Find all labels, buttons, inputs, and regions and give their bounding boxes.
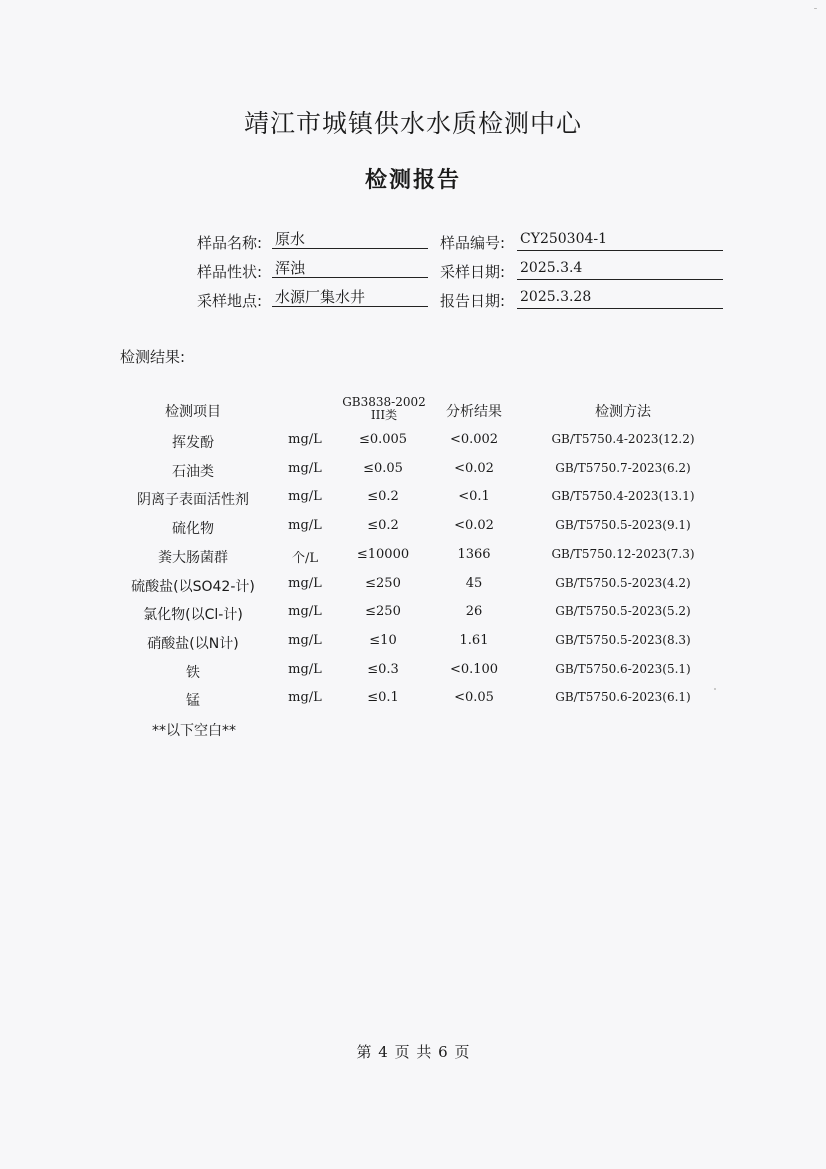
column-header-item: 检测项目 (165, 404, 221, 420)
row-item: 氯化物(以Cl-计) (143, 607, 243, 624)
column-header-standard (338, 396, 430, 422)
table-row (0, 690, 826, 718)
column-header-result: 分析结果 (446, 404, 502, 420)
table-row (0, 662, 826, 690)
row-method: GB/T5750.4-2023(13.1) (551, 489, 695, 504)
row-unit: mg/L (288, 632, 322, 648)
report-date-label: 报告日期: (439, 292, 505, 310)
row-item: 阴离子表面活性剂 (137, 492, 249, 509)
column-header-standard-code: GB3838-2002 (342, 395, 426, 409)
row-method: GB/T5750.5-2023(4.2) (555, 575, 691, 590)
row-limit: ≤0.005 (358, 432, 408, 447)
row-method: GB/T5750.6-2023(5.1) (555, 661, 691, 676)
row-unit: mg/L (288, 690, 322, 706)
row-result: <0.100 (449, 661, 499, 677)
row-method: GB/T5750.6-2023(6.1) (555, 690, 691, 705)
organization-name: 靖江市城镇供水水质检测中心 (243, 109, 582, 138)
sampling-site-value: 水源厂集水井 (272, 286, 428, 307)
row-method: GB/T5750.7-2023(6.2) (555, 460, 691, 475)
report-title: 检测报告 (364, 168, 461, 193)
row-unit: mg/L (288, 489, 322, 505)
row-limit: ≤0.05 (363, 460, 403, 476)
row-limit: ≤0.2 (367, 489, 399, 505)
row-method: GB/T5750.5-2023(8.3) (555, 632, 691, 647)
table-row (0, 547, 826, 575)
table-row (0, 633, 826, 661)
blank-below-note: **以下空白** (152, 723, 236, 739)
row-result: 1366 (457, 546, 491, 562)
row-method: GB/T5750.5-2023(9.1) (555, 518, 691, 533)
row-limit: ≤0.2 (367, 518, 399, 534)
row-unit: mg/L (288, 518, 322, 534)
row-result: <0.05 (454, 690, 494, 706)
row-method: GB/T5750.5-2023(5.2) (555, 604, 691, 619)
row-limit: ≤250 (365, 575, 401, 591)
sample-state-label: 样品性状: (196, 263, 262, 281)
row-item: 石油类 (172, 463, 214, 480)
row-result: <0.1 (458, 489, 490, 505)
row-result: 45 (465, 575, 483, 591)
row-item: 挥发酚 (172, 435, 214, 451)
row-item: 粪大肠菌群 (158, 549, 228, 566)
table-row (0, 604, 826, 632)
row-result: <0.02 (454, 460, 494, 476)
row-method: GB/T5750.12-2023(7.3) (551, 546, 695, 561)
row-limit: ≤0.3 (367, 661, 399, 677)
row-unit: 个/L (291, 550, 318, 566)
sample-no-value: CY250304-1 (517, 231, 723, 251)
row-result: 26 (465, 604, 483, 620)
row-result: 1.61 (459, 632, 489, 648)
column-header-standard-class: III类 (370, 408, 398, 422)
sample-name-label: 样品名称: (196, 234, 262, 252)
row-method: GB/T5750.4-2023(12.2) (551, 432, 695, 446)
row-unit: mg/L (288, 661, 322, 677)
report-date-value: 2025.3.28 (517, 289, 723, 309)
table-row (0, 576, 826, 604)
row-limit: ≤250 (365, 604, 401, 620)
sampling-site-label: 采样地点: (196, 292, 262, 310)
sample-name-value: 原水 (272, 228, 428, 249)
column-header-method: 检测方法 (595, 404, 651, 420)
table-row (0, 518, 826, 546)
sampling-date-value: 2025.3.4 (517, 260, 723, 280)
sampling-date-label: 采样日期: (439, 263, 505, 281)
row-limit: ≤10000 (356, 546, 410, 562)
results-section-label: 检测结果: (120, 348, 186, 366)
scan-speck (814, 8, 817, 9)
row-item: 锰 (186, 693, 200, 710)
table-row (0, 432, 826, 460)
row-limit: ≤0.1 (367, 690, 399, 706)
row-limit: ≤10 (369, 632, 397, 648)
sample-state-value: 浑浊 (272, 257, 428, 278)
row-item: 铁 (186, 664, 200, 681)
row-result: <0.002 (449, 432, 499, 447)
row-unit: mg/L (288, 575, 322, 591)
row-result: <0.02 (454, 518, 494, 534)
row-item: 硝酸盐(以N计) (147, 635, 239, 652)
table-row (0, 489, 826, 517)
row-unit: mg/L (288, 432, 322, 447)
row-unit: mg/L (288, 604, 322, 620)
table-row (0, 461, 826, 489)
row-item: 硫酸盐(以SO42-计) (131, 578, 255, 595)
row-unit: mg/L (288, 460, 322, 476)
sample-no-label: 样品编号: (439, 234, 505, 252)
row-item: 硫化物 (172, 521, 214, 538)
page-indicator: 第 4 页 共 6 页 (356, 1043, 470, 1061)
